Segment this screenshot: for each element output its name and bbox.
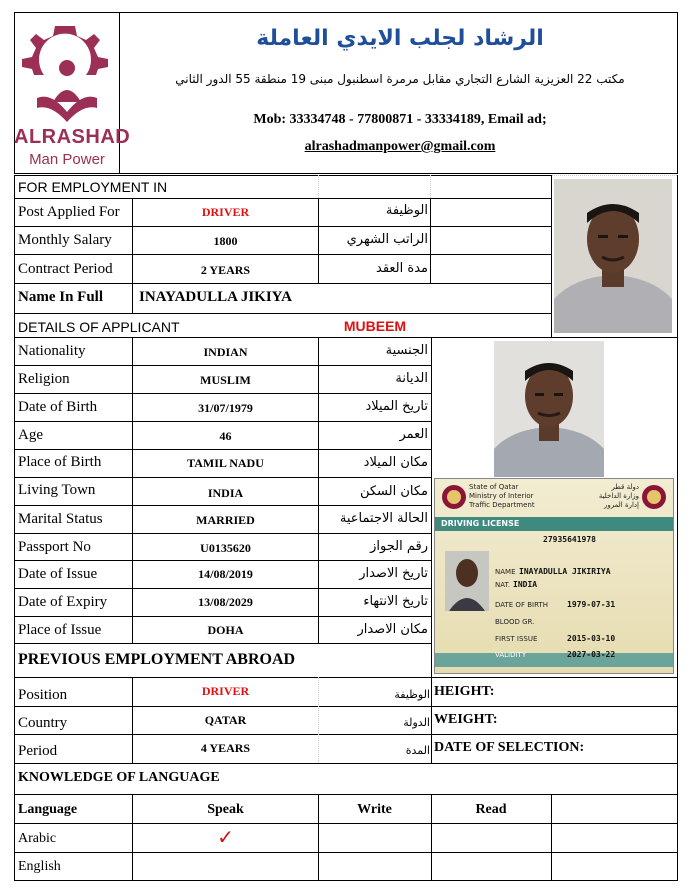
license-nat-key: NAT.: [495, 581, 511, 589]
pob-label: Place of Birth: [18, 454, 102, 470]
license-issue-key: FIRST ISSUE: [495, 635, 538, 643]
rule: [14, 365, 431, 366]
issue-place-value: DOHA: [207, 623, 244, 637]
agent-name: MUBEEM: [343, 318, 407, 334]
employment-section-title: FOR EMPLOYMENT IN: [18, 179, 168, 195]
rule: [14, 477, 431, 478]
rule: [14, 449, 431, 450]
form-border-bottom: [14, 880, 678, 881]
marital-value: MARRIED: [196, 513, 255, 527]
religion-label-arabic: الديانة: [395, 371, 428, 386]
speak-header: Speak: [207, 802, 244, 817]
passport-label: Passport No: [18, 539, 91, 555]
license-title: DRIVING LICENSE: [441, 519, 520, 528]
rule: [14, 616, 431, 617]
english-speak-cell: [133, 856, 318, 878]
rule: [14, 226, 551, 227]
email-link[interactable]: alrashadmanpower@gmail.com: [304, 139, 496, 154]
language-row-english: English: [18, 859, 61, 874]
license-dept-arabic: إدارة المرور: [603, 501, 639, 509]
license-dob: 1979-07-31: [567, 600, 616, 609]
license-ministry-arabic: وزارة الداخلية: [598, 492, 639, 500]
living-town-value: INDIA: [207, 486, 244, 500]
pob-value: TAMIL NADU: [187, 456, 264, 470]
nationality-value: INDIAN: [203, 345, 248, 359]
language-header: Language: [18, 802, 78, 817]
form-border-right: [677, 175, 678, 881]
logo-subtitle: Man Power: [29, 151, 105, 168]
rule: [14, 763, 678, 764]
rule: [318, 175, 319, 198]
contact-line: Mob: 33334748 - 77800871 - 33334189, Email ad;: [253, 112, 547, 127]
selection-date-label: DATE OF SELECTION:: [434, 740, 585, 755]
language-row-arabic: Arabic: [18, 831, 57, 846]
period-label-arabic: المدة: [405, 744, 430, 757]
language-section-title: KNOWLEDGE OF LANGUAGE: [18, 770, 220, 785]
dob-label-arabic: تاريخ الميلاد: [365, 399, 428, 414]
license-state-arabic: دولة قطر: [611, 483, 639, 491]
country-label: Country: [18, 715, 68, 731]
rule: [14, 313, 551, 314]
issue-date-label: Date of Issue: [18, 566, 98, 582]
license-validity: 2027-03-22: [567, 650, 616, 659]
qatar-emblem-icon: [441, 482, 467, 512]
name-value: INAYADULLA JIKIYA: [139, 289, 292, 305]
issue-place-label-arabic: مكان الاصدار: [357, 622, 428, 637]
contract-label-arabic: مدة العقد: [376, 261, 428, 276]
pob-label-arabic: مكان الميلاد: [363, 455, 428, 470]
license-name: INAYADULLA JIKIRIYA: [519, 567, 611, 576]
driving-license-image: [434, 478, 674, 674]
read-header: Read: [475, 802, 507, 817]
issue-date-value: 14/08/2019: [198, 567, 253, 581]
position-label: Position: [18, 687, 68, 703]
arabic-read-cell: [431, 828, 551, 850]
license-issue: 2015-03-10: [567, 634, 616, 643]
period-value: 4 YEARS: [200, 741, 251, 755]
issue-date-label-arabic: تاريخ الاصدار: [359, 566, 428, 581]
rule: [14, 794, 678, 795]
rule: [132, 283, 133, 313]
rule: [14, 852, 678, 853]
position-value: DRIVER: [201, 684, 250, 698]
dob-value: 31/07/1979: [198, 401, 253, 415]
rule: [14, 254, 551, 255]
age-value: 46: [219, 429, 232, 443]
previous-section-title: PREVIOUS EMPLOYMENT ABROAD: [18, 651, 296, 668]
write-header: Write: [357, 802, 392, 817]
rule: [14, 533, 431, 534]
license-number: 27935641978: [543, 535, 596, 544]
logo: [14, 12, 131, 174]
living-town-label: Living Town: [18, 482, 96, 498]
rule: [431, 677, 432, 763]
license-dob-key: DATE OF BIRTH: [495, 601, 548, 609]
religion-label: Religion: [18, 371, 70, 387]
license-ministry: Ministry of Interior: [469, 492, 534, 500]
rule: [14, 198, 551, 199]
passport-value: U0135620: [200, 541, 251, 555]
expiry-date-label: Date of Expiry: [18, 594, 108, 610]
religion-value: MUSLIM: [200, 373, 251, 387]
rule: [431, 337, 432, 677]
license-dept: Traffic Department: [469, 501, 535, 509]
license-validity-key: VALIDITY: [495, 651, 527, 659]
rule: [14, 706, 678, 707]
age-label-arabic: العمر: [399, 427, 428, 442]
age-label: Age: [18, 427, 43, 443]
company-address: مكتب 22 العزيزية الشارع التجاري مقابل مرمرة اسطنبول مبنى 19 منطقة 55 الدور الثاني: [175, 72, 625, 86]
license-nat: INDIA: [513, 580, 538, 589]
applicant-section-title: DETAILS OF APPLICANT: [18, 319, 180, 335]
name-label: Name In Full: [18, 289, 104, 305]
weight-label: WEIGHT:: [434, 712, 498, 727]
contract-value: 2 YEARS: [200, 263, 251, 277]
ministry-emblem-icon: [641, 482, 667, 512]
rule: [14, 283, 551, 284]
country-value: QATAR: [204, 713, 247, 727]
salary-value: 1800: [213, 234, 238, 248]
post-label-arabic: الوظيفة: [385, 203, 428, 218]
dob-label: Date of Birth: [18, 399, 98, 415]
license-photo: [445, 551, 489, 611]
applicant-photo-2: [494, 341, 604, 477]
form-border-left: [14, 175, 15, 881]
living-town-label-arabic: مكان السكن: [359, 484, 428, 499]
expiry-date-label-arabic: تاريخ الانتهاء: [363, 594, 428, 609]
rule: [14, 393, 431, 394]
rule: [430, 175, 431, 198]
salary-label-arabic: الراتب الشهري: [346, 232, 428, 247]
nationality-label-arabic: الجنسية: [385, 343, 428, 358]
marital-label: Marital Status: [18, 511, 103, 527]
contract-label: Contract Period: [18, 261, 113, 277]
rule: [14, 175, 551, 176]
rule: [551, 794, 552, 880]
passport-label-arabic: رقم الجواز: [370, 539, 428, 554]
rule: [14, 337, 678, 338]
salary-label: Monthly Salary: [18, 232, 112, 248]
marital-label-arabic: الحالة الاجتماعية: [339, 511, 428, 526]
post-label: Post Applied For: [18, 204, 120, 220]
rule: [14, 588, 431, 589]
rule: [14, 643, 431, 644]
rule: [430, 198, 431, 283]
arabic-write-cell: [318, 828, 431, 850]
position-label-arabic: الوظيفة: [394, 688, 430, 701]
country-label-arabic: الدولة: [403, 716, 430, 729]
post-value: DRIVER: [201, 205, 250, 219]
english-read-cell: [431, 856, 551, 878]
rule: [14, 560, 431, 561]
logo-title: ALRASHAD: [14, 126, 131, 148]
arabic-speak-check: ✓: [217, 825, 234, 849]
english-write-cell: [318, 856, 431, 878]
rule: [14, 505, 431, 506]
rule: [14, 421, 431, 422]
license-state: State of Qatar: [469, 483, 519, 491]
rule: [14, 823, 678, 824]
nationality-label: Nationality: [18, 343, 86, 359]
company-name-arabic: الرشاد لجلب الايدي العاملة: [256, 26, 544, 51]
applicant-photo: [554, 179, 672, 333]
rule: [14, 677, 678, 678]
period-label: Period: [18, 743, 58, 759]
expiry-date-value: 13/08/2029: [198, 595, 253, 609]
license-name-key: NAME: [495, 568, 516, 576]
rule: [551, 175, 552, 337]
issue-place-label: Place of Issue: [18, 622, 102, 638]
gear-person-icon: [15, 18, 119, 130]
rule: [14, 734, 678, 735]
rule: [551, 175, 677, 176]
height-label: HEIGHT:: [434, 684, 495, 699]
license-blood-key: BLOOD GR.: [495, 618, 535, 626]
